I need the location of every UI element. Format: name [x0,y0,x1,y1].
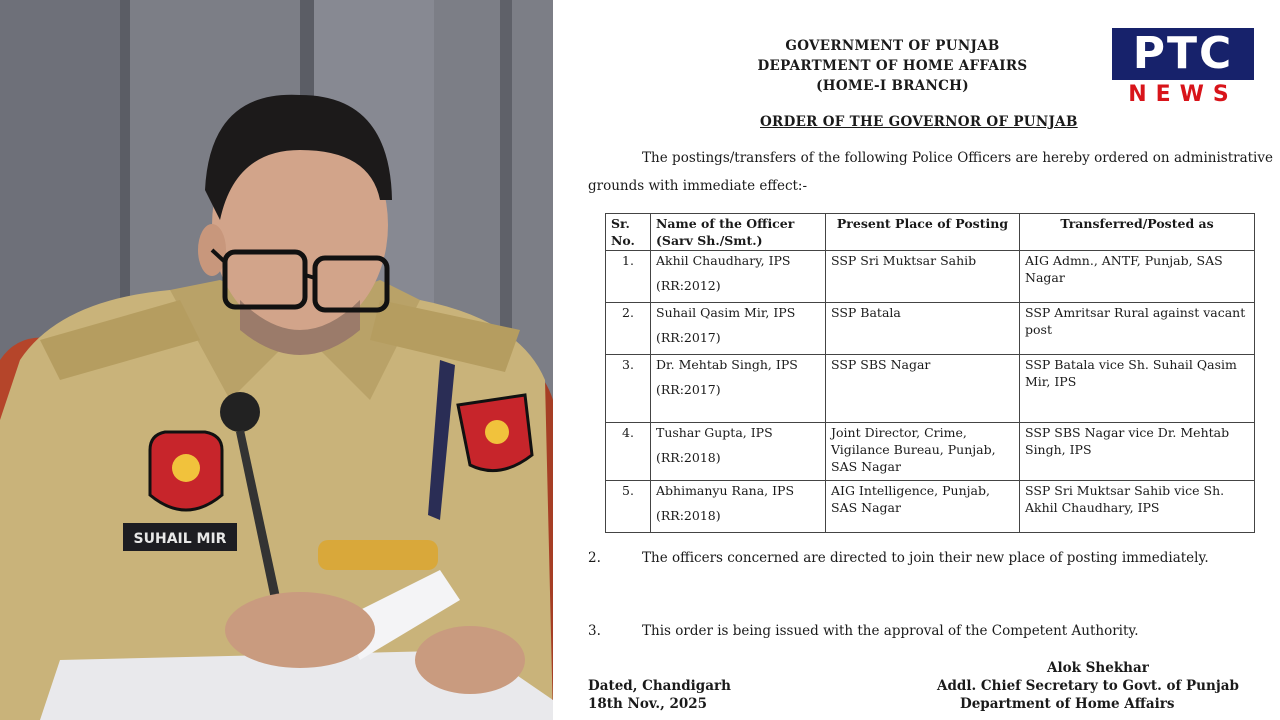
intro-paragraph: The postings/transfers of the following Police Officers are hereby ordered on administrative grounds with immediate effect:- [588,150,1273,194]
table-row [606,251,1255,303]
header-government: GOVERNMENT OF PUNJAB [785,38,1000,54]
officer-batch: (RR:2018) [656,450,721,465]
signatory-designation: Addl. Chief Secretary to Govt. of Punjab [937,678,1239,694]
row-sr: 1. [606,251,651,303]
paragraph-3-number: 3. [588,623,601,639]
paragraph-3 [588,617,1273,645]
ptc-news-logo [1112,28,1254,110]
row-present-posting: SSP Sri Muktsar Sahib [826,251,1020,303]
row-transferred-as: SSP Sri Muktsar Sahib vice Sh. Akhil Chaudhary, IPS [1020,481,1255,533]
row-officer [651,423,826,481]
header-transferred: Transferred/Posted as [1020,214,1255,251]
paragraph-2-number: 2. [588,550,601,566]
row-present-posting: SSP Batala [826,303,1020,355]
officer-batch: (RR:2017) [656,330,721,345]
header-name: Name of the Officer (Sarv Sh./Smt.) [651,214,826,251]
transfer-table [605,213,1255,533]
row-transferred-as: SSP SBS Nagar vice Dr. Mehtab Singh, IPS [1020,423,1255,481]
paragraph-2 [588,544,1273,572]
table-row [606,303,1255,355]
row-officer [651,303,826,355]
officer-name: Akhil Chaudhary, IPS [656,253,791,268]
header-present: Present Place of Posting [826,214,1020,251]
officer-name: Tushar Gupta, IPS [656,425,773,440]
officer-name: Suhail Qasim Mir, IPS [656,305,796,320]
officer-photo-illustration [0,0,553,720]
logo-sub-text: NEWS [1128,82,1238,107]
signatory-name: Alok Shekhar [1047,660,1149,676]
government-order-document [555,0,1280,720]
officer-name: Abhimanyu Rana, IPS [656,483,795,498]
officer-photo [0,0,553,720]
header-sr: Sr. No. [606,214,651,251]
table-header-row [606,214,1255,251]
officer-name: Dr. Mehtab Singh, IPS [656,357,798,372]
row-sr: 2. [606,303,651,355]
row-transferred-as: SSP Amritsar Rural against vacant post [1020,303,1255,355]
officer-batch: (RR:2018) [656,508,721,523]
row-transferred-as: AIG Admn., ANTF, Punjab, SAS Nagar [1020,251,1255,303]
row-sr: 3. [606,355,651,423]
signatory-department: Department of Home Affairs [960,696,1175,712]
table-row [606,481,1255,533]
row-sr: 4. [606,423,651,481]
officer-batch: (RR:2012) [656,278,721,293]
order-date: 18th Nov., 2025 [588,696,708,712]
row-transferred-as: SSP Batala vice Sh. Suhail Qasim Mir, IPS [1020,355,1255,423]
table-row [606,423,1255,481]
paragraph-2-text: The officers concerned are directed to join their new place of posting immediately. [642,550,1209,566]
row-officer [651,481,826,533]
officer-batch: (RR:2017) [656,382,721,397]
row-sr: 5. [606,481,651,533]
logo-main-text: PTC [1132,28,1234,79]
paragraph-3-text: This order is being issued with the approval of the Competent Authority. [642,623,1139,639]
row-officer [651,251,826,303]
header-branch: (HOME-I BRANCH) [816,78,969,94]
row-present-posting: AIG Intelligence, Punjab, SAS Nagar [826,481,1020,533]
header-department: DEPARTMENT OF HOME AFFAIRS [757,58,1028,74]
row-officer [651,355,826,423]
row-present-posting: SSP SBS Nagar [826,355,1020,423]
dated-place: Dated, Chandigarh [588,678,731,694]
order-title: ORDER OF THE GOVERNOR OF PUNJAB [760,114,1078,130]
row-present-posting: Joint Director, Crime, Vigilance Bureau, Punjab, SAS Nagar [826,423,1020,481]
name-plate-text: SUHAIL MIR [133,531,227,547]
table-row [606,355,1255,423]
